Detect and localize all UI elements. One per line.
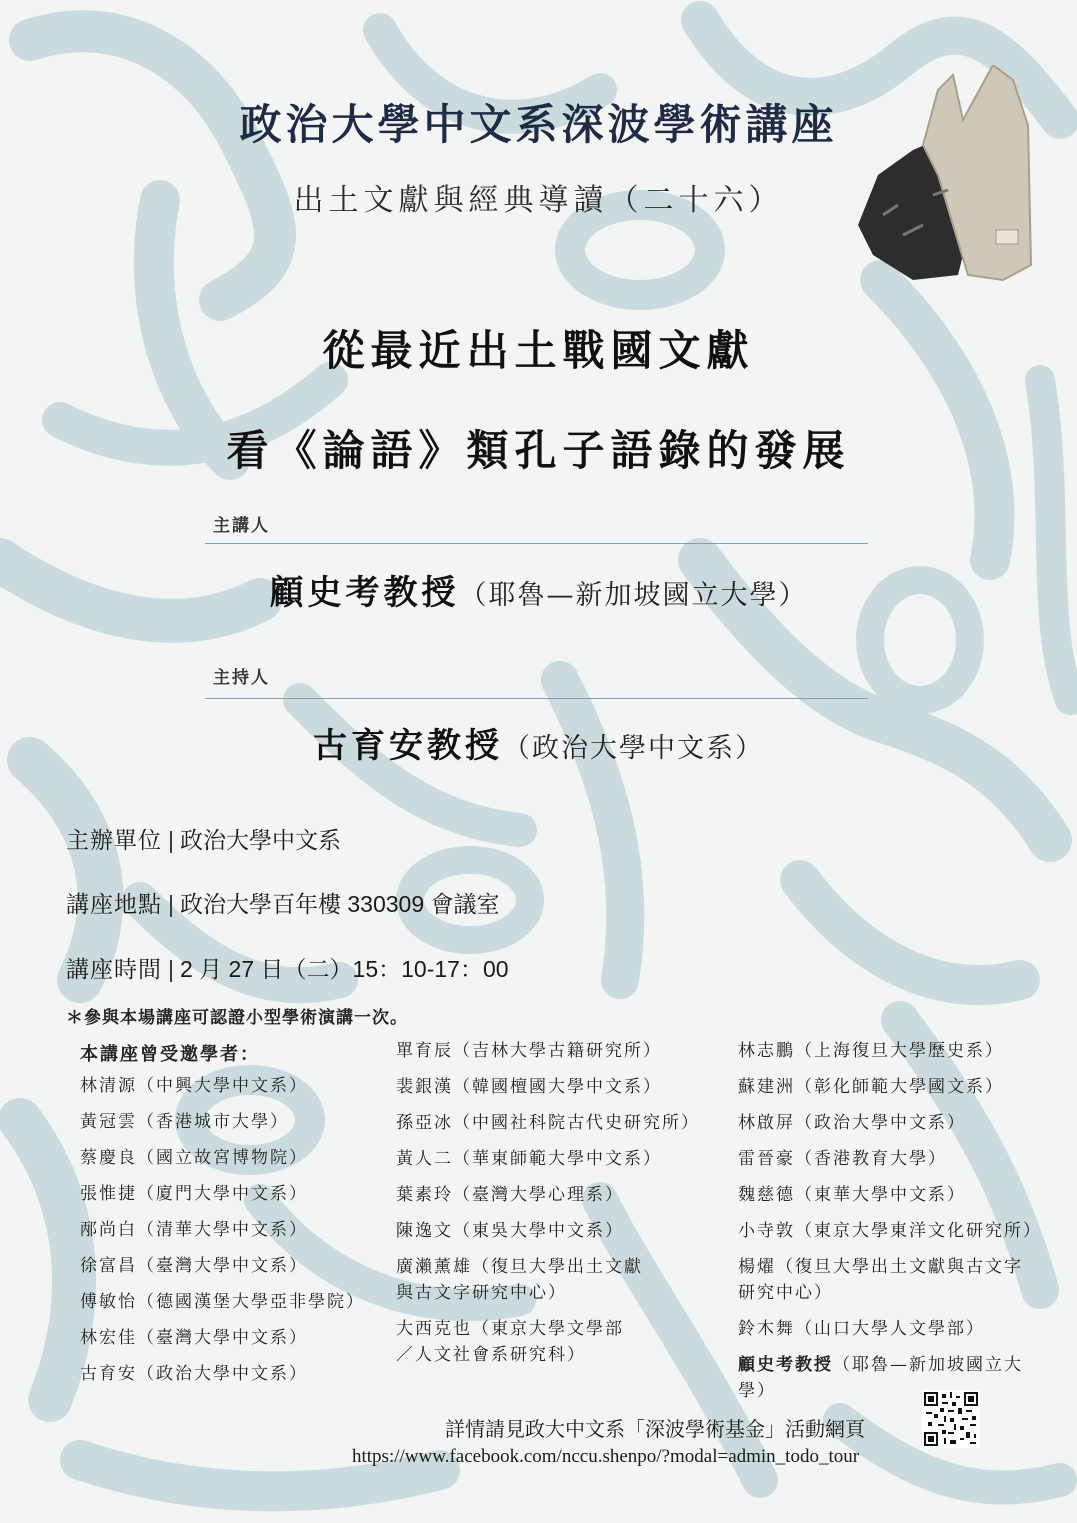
- scholar-item-cont: 研究中心）: [738, 1283, 833, 1303]
- scholar-item: 陳逸文（東吳大學中文系）: [396, 1221, 624, 1241]
- scholar-name-bold: 顧史考教授: [738, 1355, 833, 1375]
- topic-line-2: 看《論語》類孔子語錄的發展: [226, 426, 851, 475]
- scholar-item: 黃人二（華東師範大學中文系）: [396, 1149, 662, 1169]
- info-time: 講座時間 | 2 月 27 日（二）15：10-17：00: [66, 956, 509, 982]
- scholar-item: 魏慈德（東華大學中文系）: [738, 1185, 966, 1205]
- info-organizer: 主辦單位 | 政治大學中文系: [66, 827, 341, 853]
- host-name: 古育安教授: [313, 726, 503, 766]
- scholar-item: 楊燿（復旦大學出土文獻與古文字: [738, 1257, 1023, 1277]
- scholar-item: 單育辰（吉林大學古籍研究所）: [396, 1041, 662, 1061]
- scholar-item: 葉素玲（臺灣大學心理系）: [396, 1185, 624, 1205]
- scholar-item: 徐富昌（臺灣大學中文系）: [80, 1256, 308, 1276]
- speaker-affiliation: （耶魯—新加坡國立大學）: [459, 580, 808, 611]
- scholar-item: 傅敏怡（德國漢堡大學亞非學院）: [80, 1292, 365, 1312]
- certification-note: ＊參與本場講座可認證小型學術演講一次。: [66, 1008, 408, 1028]
- scholar-item: 黃冠雲（香港城市大學）: [80, 1112, 289, 1132]
- host-role-label: 主持人: [213, 668, 270, 688]
- scholar-item: 林宏佳（臺灣大學中文系）: [80, 1328, 308, 1348]
- scholar-item: 廣瀨薰雄（復旦大學出土文獻: [396, 1257, 643, 1277]
- host-affiliation: （政治大學中文系）: [503, 733, 764, 764]
- scholar-item: 邴尚白（清華大學中文系）: [80, 1220, 308, 1240]
- footer-url-link[interactable]: https://www.facebook.com/nccu.shenpo/?modal=admin_todo_tour: [352, 1446, 860, 1467]
- scholar-item-cont: 學）: [738, 1381, 776, 1401]
- scholars-heading: 本講座曾受邀學者：: [80, 1044, 260, 1065]
- lecture-series-title: 政治大學中文系深波學術講座: [239, 100, 838, 149]
- speaker-name: 顧史考教授: [269, 573, 460, 613]
- scholar-column-1: [80, 1040, 410, 1392]
- scholar-item: 林啟屏（政治大學中文系）: [738, 1113, 966, 1133]
- scholar-item: 林志鵬（上海復旦大學歷史系）: [738, 1041, 1004, 1061]
- scholar-item: 張惟捷（廈門大學中文系）: [80, 1184, 308, 1204]
- scholar-item: 小寺敦（東京大學東洋文化研究所）: [738, 1221, 1042, 1241]
- scholar-column-2: [396, 1038, 726, 1368]
- scholar-item: 大西克也（東京大學文學部: [396, 1319, 624, 1339]
- host: [0, 718, 1077, 767]
- info-value: 2 月 27 日（二）15：10-17：00: [179, 956, 509, 982]
- speaker-role-label: 主講人: [213, 516, 270, 536]
- scholar-item-cont: 與古文字研究中心）: [396, 1283, 567, 1303]
- scholar-column-3: [738, 1038, 1068, 1404]
- lecture-series-subtitle: 出土文獻與經典導讀（二十六）: [293, 183, 784, 218]
- scholar-item: 孫亞冰（中國社科院古代史研究所）: [396, 1113, 700, 1133]
- host-divider: [205, 698, 868, 699]
- scholar-item-last: [738, 1352, 1068, 1378]
- speaker-divider: [205, 543, 868, 544]
- info-venue: 講座地點 | 政治大學百年樓 330309 會議室: [66, 891, 500, 917]
- scholar-item: 裴銀漢（韓國檀國大學中文系）: [396, 1077, 662, 1097]
- scholar-affiliation: （耶魯—新加坡國立大: [833, 1355, 1023, 1375]
- footer-details-text: 詳情請見政大中文系「深波學術基金」活動網頁: [445, 1419, 865, 1441]
- info-label: 主辦單位: [66, 827, 162, 853]
- qr-code-icon[interactable]: [922, 1390, 980, 1448]
- speaker: [0, 565, 1077, 614]
- topic-line-1: 從最近出土戰國文獻: [322, 326, 755, 375]
- scholar-item: 林清源（中興大學中文系）: [80, 1076, 308, 1096]
- info-label: 講座地點: [66, 891, 162, 917]
- scholar-item: 古育安（政治大學中文系）: [80, 1364, 308, 1384]
- info-label: 講座時間: [66, 956, 162, 982]
- scholar-item: 鈴木舞（山口大學人文學部）: [738, 1319, 985, 1339]
- scholar-item-cont: ／人文社會系研究科）: [396, 1345, 586, 1365]
- scholar-item: 蘇建洲（彰化師範大學國文系）: [738, 1077, 1004, 1097]
- scholar-item: 蔡慶良（國立故宮博物院）: [80, 1148, 308, 1168]
- scholar-item: 雷晉豪（香港教育大學）: [738, 1149, 947, 1169]
- info-value: 政治大學中文系: [179, 827, 341, 853]
- info-value: 政治大學百年樓 330309 會議室: [179, 891, 500, 917]
